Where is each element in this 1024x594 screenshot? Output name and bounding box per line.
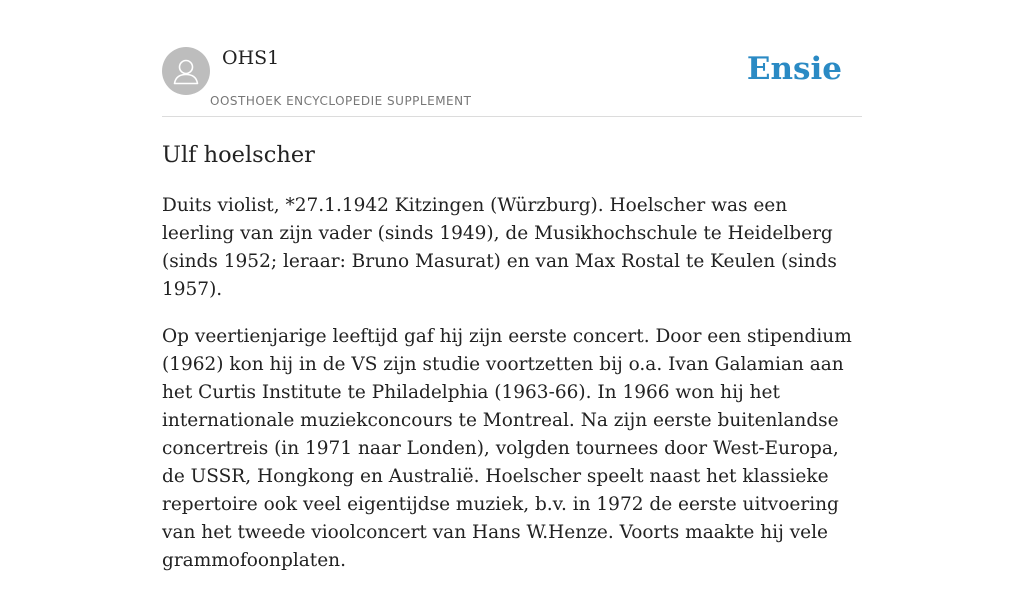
article-title: Ulf hoelscher — [162, 142, 315, 168]
article-body — [162, 192, 862, 594]
article-header — [162, 0, 862, 117]
brand-logo[interactable]: Ensie — [746, 51, 842, 87]
article-paragraph: Op veertienjarige leeftijd gaf hij zijn eerste concert. Door een stipendium (1962) kon hij in de VS zijn studie voortzetten bij o.a. Ivan Galamian aan het Curtis Institute te Philadelphia (1963-66). In 1966 won hij het internationale muziekconcours te Montreal. Na zijn eerste buitenlandse concertreis (in 1971 naar Londen), volgden tournees door West-Europa, de USSR, Hongkong en Australië. Hoelscher speelt naast het klassieke repertoire ook veel eigentijdse muziek, b.v. in 1972 de eerste uitvoering van het tweede vioolconcert van Hans W.Henze. Voorts maakte hij vele grammofoonplaten. — [162, 326, 852, 571]
author-avatar[interactable] — [162, 47, 210, 95]
source-name[interactable]: OOSTHOEK ENCYCLOPEDIE SUPPLEMENT — [210, 94, 472, 108]
content-container — [162, 0, 862, 571]
article-paragraph: Duits violist, *27.1.1942 Kitzingen (Würzburg). Hoelscher was een leerling van zijn vader (sinds 1949), de Musikhochschule te Heidelberg (sinds 1952; leraar: Bruno Masurat) en van Max Rostal te Keulen (sinds 1957). — [162, 195, 837, 300]
author-name[interactable]: OHS1 — [222, 47, 280, 69]
user-icon — [162, 47, 210, 95]
